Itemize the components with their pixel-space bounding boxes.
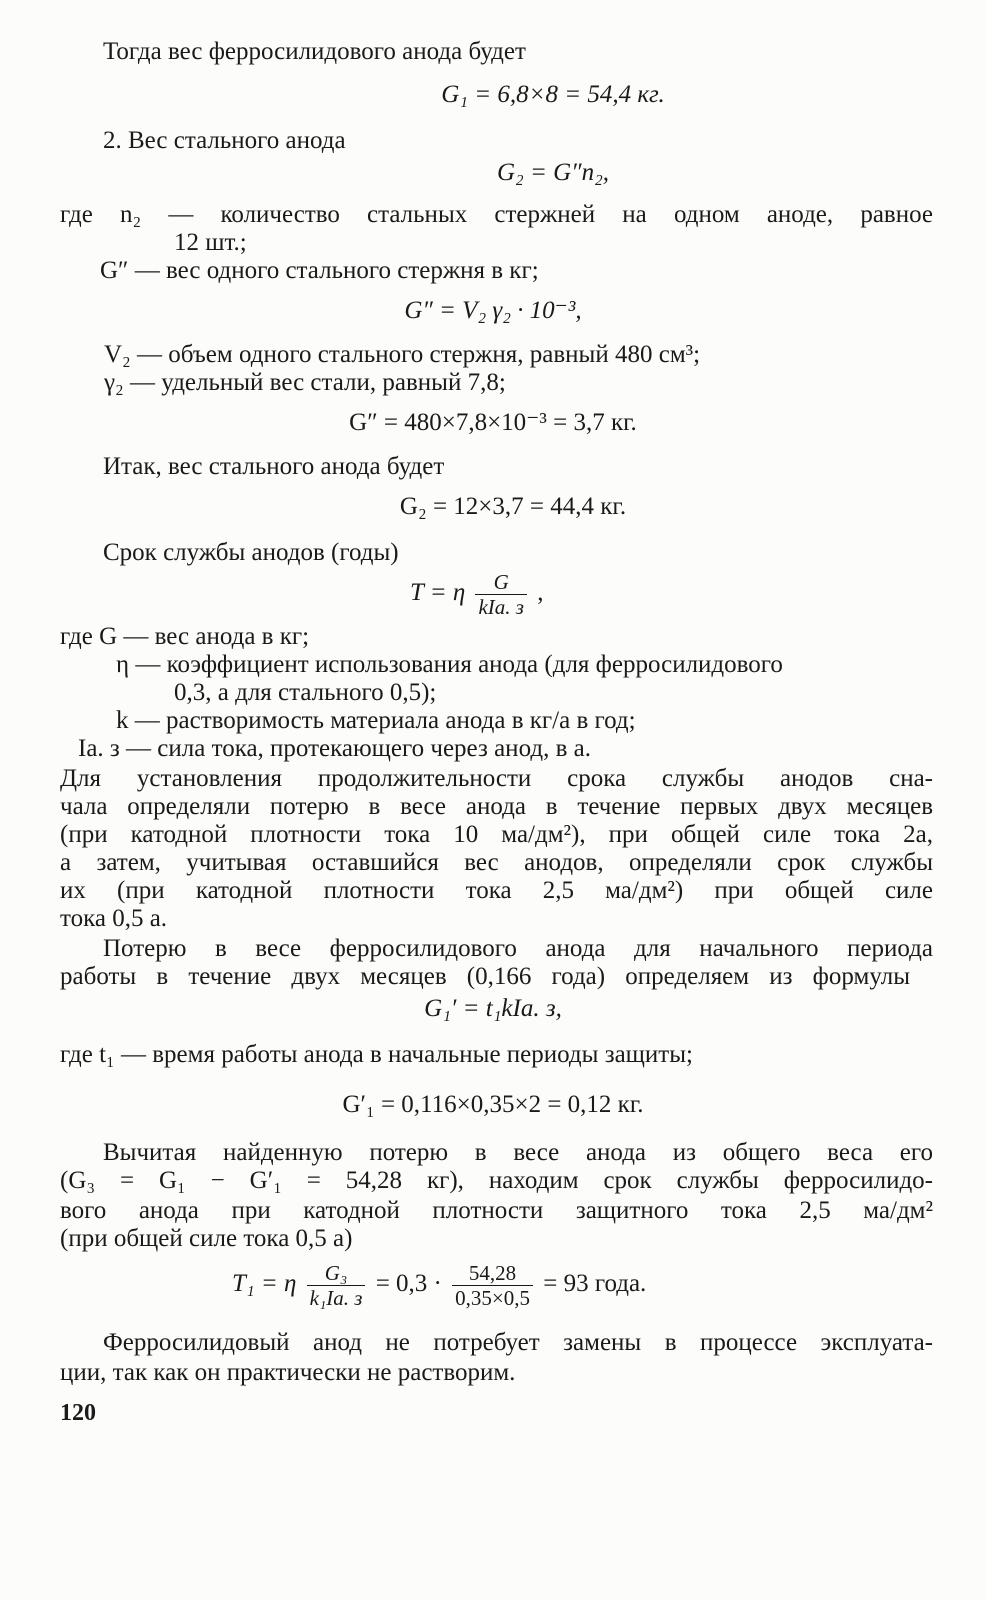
text-line: Для установления продолжительности срока службы анодов сна- [60, 765, 933, 792]
equation-g1: G₁ = 6,8×8 = 54,4 кг. [441, 81, 665, 108]
fraction-numerator: G [493, 569, 509, 594]
fraction-denominator: kIа. з [475, 594, 527, 619]
text-line: тока 0,5 а. [60, 905, 168, 932]
text-line: ции, так как он практически не растворим. [60, 1359, 516, 1386]
text-line: k — растворимость материала анода в кг/а в год; [116, 707, 636, 734]
text-line: Вычитая найденную потерю в весе анода из общего веса его [103, 1139, 933, 1166]
text-line: а затем, учитывая оставшийся вес анодов, определяли срок службы [60, 849, 933, 876]
text-line: V₂ — объем одного стального стержня, равный 480 см³; [104, 341, 701, 368]
fraction-denominator: k₁Iа. з [307, 1285, 366, 1310]
formula-service-life-t1 [232, 1256, 646, 1314]
text-line: чала определяли потерю в весе анода в течение первых двух месяцев [60, 793, 933, 820]
text-line: их (при катодной плотности тока 2,5 ма/дм²) при общей силе [60, 877, 933, 904]
formula-service-life [410, 566, 544, 622]
text-line: G″ — вес одного стального стержня в кг; [100, 257, 539, 284]
fraction [475, 570, 527, 619]
text-line: Итак, вес стального анода будет [103, 453, 445, 480]
fraction [307, 1261, 366, 1310]
text-line: (G₃ = G₁ − G′₁ = 54,28 кг), находим срок службы ферросилидо- [60, 1167, 933, 1194]
text-line: вого анода при катодной плотности защитного тока 2,5 ма/дм² [60, 1197, 933, 1224]
fraction-numerator: G₃ [324, 1260, 348, 1285]
text-line: η — коэффициент использования анода (для ферросилидового [116, 651, 783, 678]
formula-lhs: T₁ = η [232, 1270, 297, 1297]
formula-lhs: T = η [410, 579, 466, 606]
text-line: 12 шт.; [174, 229, 247, 256]
fraction-denominator: 0,35×0,5 [452, 1285, 533, 1310]
text-line: 2. Вес стального анода [103, 127, 346, 154]
text-line: Тогда вес ферросилидового анода будет [103, 38, 526, 65]
text-line: Ферросилидовый анод не потребует замены в процессе эксплуата- [103, 1329, 933, 1356]
text-line: работы в течение двух месяцев (0,166 года) определяем из формулы [60, 963, 910, 990]
text-line: где G — вес анода в кг; [60, 623, 310, 650]
text-line: 0,3, а для стального 0,5); [174, 679, 437, 706]
equation-g1-prime-value: G′₁ = 0,116×0,35×2 = 0,12 кг. [342, 1091, 644, 1118]
page-number: 120 [60, 1400, 96, 1426]
equation-g2-value: G₂ = 12×3,7 = 44,4 кг. [399, 493, 627, 520]
text-line: Срок службы анодов (годы) [103, 539, 399, 566]
formula-rhs: = 93 года. [543, 1270, 647, 1297]
text-line: γ₂ — удельный вес стали, равный 7,8; [104, 369, 506, 396]
fraction [452, 1261, 533, 1310]
equation-g1-prime: G₁′ = t₁kIа. з, [424, 995, 562, 1022]
text-line: где n₂ — количество стальных стержней на одном аноде, равное [60, 201, 933, 228]
equation-g2: G₂ = G″n₂, [496, 159, 610, 186]
text-line: Потерю в весе ферросилидового анода для начального периода [103, 935, 933, 962]
equation-g-double-prime: G″ = V₂ γ₂ · 10⁻³, [404, 297, 582, 324]
text-line: где t₁ — время работы анода в начальные периоды защиты; [60, 1041, 693, 1068]
text-line: Iа. з — сила тока, протекающего через анод, в а. [78, 735, 591, 762]
fraction-numerator: 54,28 [468, 1260, 517, 1285]
text-line: (при катодной плотности тока 10 ма/дм²), при общей силе тока 2а, [60, 821, 933, 848]
text-line: (при общей силе тока 0,5 а) [60, 1225, 353, 1252]
equation-g-double-prime-value: G″ = 480×7,8×10⁻³ = 3,7 кг. [349, 409, 637, 436]
formula-middle: = 0,3 · [375, 1270, 442, 1297]
formula-rhs: , [537, 579, 544, 606]
